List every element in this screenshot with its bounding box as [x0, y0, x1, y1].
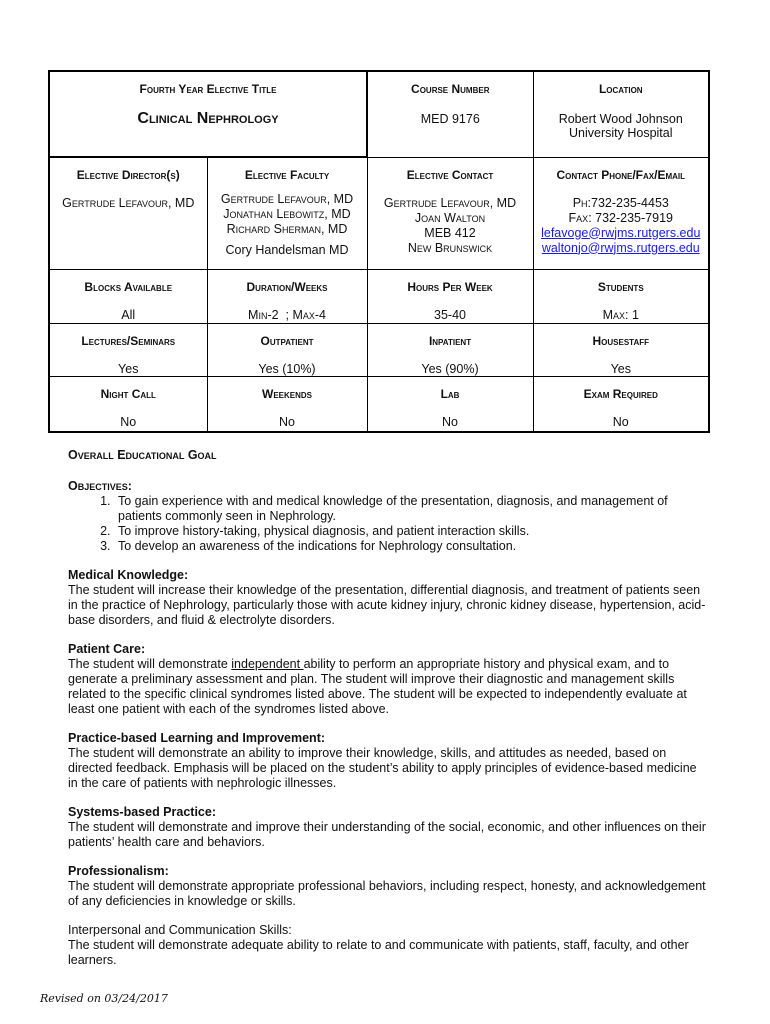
faculty-cell: [207, 157, 367, 269]
director-cell: [49, 157, 207, 269]
professionalism-heading: Professionalism:: [68, 864, 169, 878]
title-row: [49, 71, 709, 157]
faculty-name: Gertrude Lefavour, MD: [220, 192, 354, 206]
grid-row-1: [49, 269, 709, 323]
grid-cell: [207, 376, 367, 432]
patient-care-text-underlined: independent: [231, 657, 304, 671]
grid-cell: [367, 269, 533, 323]
director-name: Gertrude Lefavour, MD: [62, 196, 195, 210]
medical-knowledge-text: The student will increase their knowledge of the presentation, differential diagnosis, and treatment of patients seen in the practice of Nephrology, particularly those with acute kidney injury, chronic kidney disease, hypertension, acid-base disorders, and fluid & electrolyte disorders.: [68, 583, 706, 627]
list-item: 3. To develop an awareness of the indications for Nephrology consultation.: [114, 539, 708, 554]
grid-cell: [207, 269, 367, 323]
people-row: [49, 157, 709, 269]
location-line1: Robert Wood Johnson: [558, 112, 683, 126]
grid-cell: [207, 323, 367, 376]
grid-label: Outpatient: [260, 333, 314, 348]
contact-line: Gertrude Lefavour, MD: [383, 195, 517, 210]
grid-value: Min-2 ; Max-4: [248, 307, 326, 322]
list-item: 2. To improve history-taking, physical diagnosis, and patient interaction skills.: [114, 524, 708, 539]
medical-knowledge-heading: Medical Knowledge:: [68, 568, 189, 582]
grid-value: No: [442, 414, 458, 429]
grid-label: Blocks Available: [84, 279, 173, 294]
location-label: Location: [598, 82, 643, 96]
systems-based-heading: Systems-based Practice:: [68, 805, 216, 819]
grid-value: Yes: [118, 361, 139, 376]
communication-text: The student will demonstrate adequate ability to relate to and communicate with patients, staff, faculty, and other learners.: [68, 938, 689, 967]
patient-care-heading: Patient Care:: [68, 642, 146, 656]
elective-title-label: Fourth Year Elective Title: [139, 82, 277, 96]
elective-title-cell: [49, 71, 367, 157]
grid-value: All: [121, 307, 136, 322]
grid-label: Hours Per Week: [407, 279, 493, 294]
grid-cell: [533, 376, 709, 432]
grid-value: Max: 1: [602, 307, 639, 322]
contact-label: Elective Contact: [406, 167, 494, 182]
grid-cell: [49, 323, 207, 376]
grid-value: Yes (90%): [421, 361, 479, 376]
course-number-cell: [367, 71, 533, 157]
list-item: 1. To gain experience with and medical knowledge of the presentation, diagnosis, and management of patients commonly seen in Nephrology.: [114, 494, 708, 524]
grid-value: Yes (10%): [258, 361, 316, 376]
course-number: MED 9176: [420, 112, 480, 126]
grid-label: Lab: [440, 386, 460, 401]
grid-value: Yes: [610, 361, 631, 376]
objectives-heading: Objectives:: [68, 479, 132, 493]
objectives-list: [68, 494, 708, 554]
professionalism-text: The student will demonstrate appropriate professional behaviors, including respect, honesty, and acknowledgement of any deficiencies in knowledge or skills.: [68, 879, 706, 908]
grid-label: Night Call: [100, 386, 156, 401]
contact-line: Joan Walton: [414, 210, 486, 225]
practice-based-heading: Practice-based Learning and Improvement:: [68, 731, 326, 745]
location-line2: University Hospital: [569, 126, 673, 140]
goal-heading: Overall Educational Goal: [68, 448, 217, 462]
practice-based-text: The student will demonstrate an ability to improve their knowledge, skills, and attitudes as needed, based on directed feedback. Emphasis will be placed on the student’s ability to apply principles of evidence-based medicine in the care of patients with nephrologic illnesses.: [68, 746, 697, 790]
grid-label: Housestaff: [592, 333, 650, 348]
grid-value: No: [279, 414, 295, 429]
phone-label: Contact Phone/Fax/Email: [556, 167, 686, 182]
email-link-2[interactable]: waltonjo@rwjms.rutgers.edu: [541, 240, 700, 255]
contact-line: New Brunswick: [407, 240, 493, 255]
grid-label: Exam Required: [583, 386, 658, 401]
grid-cell: [367, 323, 533, 376]
location-cell: [533, 71, 709, 157]
patient-care-text-pre: The student will demonstrate: [68, 657, 232, 671]
director-label: Elective Director(s): [76, 168, 180, 182]
grid-label: Inpatient: [428, 333, 472, 348]
phone-cell: [533, 157, 709, 269]
phone-number: Ph:732-235-4453: [572, 195, 669, 210]
faculty-list: [208, 192, 367, 237]
systems-based-text: The student will demonstrate and improve their understanding of the social, economic, and other influences on their patients’ health care and behaviors.: [68, 820, 706, 849]
faculty-label: Elective Faculty: [244, 168, 330, 182]
grid-label: Lectures/Seminars: [81, 333, 176, 348]
grid-cell: [49, 376, 207, 432]
grid-row-3: [49, 376, 709, 432]
patient-care-text-post: ability to perform an appropriate history and physical exam, and to generate a preliminary assessment and plan. The student will improve their diagnostic and management skills related to the specific clinical syndromes listed above. The student will be expected to independently evaluate at least one patient with each of the syndromes listed above.: [68, 657, 687, 716]
grid-label: Students: [597, 279, 644, 294]
communication-heading: Interpersonal and Communication Skills:: [68, 923, 292, 937]
grid-value: 35-40: [434, 307, 466, 322]
contact-line: MEB 412: [424, 225, 476, 240]
elective-info-table: [48, 70, 710, 433]
grid-label: Duration/Weeks: [246, 279, 328, 294]
document-body: [68, 448, 708, 968]
faculty-name: Richard Sherman, MD: [226, 222, 348, 236]
grid-cell: [533, 323, 709, 376]
grid-row-2: [49, 323, 709, 376]
contact-cell: [367, 157, 533, 269]
grid-value: No: [612, 414, 629, 429]
grid-value: No: [120, 414, 137, 429]
fax-number: Fax: 732-235-7919: [568, 210, 673, 225]
faculty-name: Jonathan Lebowitz, MD: [223, 207, 351, 221]
patient-care-text: [68, 657, 708, 717]
contact-list: [368, 196, 533, 256]
grid-cell: [49, 269, 207, 323]
grid-cell: [367, 376, 533, 432]
grid-cell: [533, 269, 709, 323]
course-number-label: Course Number: [411, 82, 490, 96]
faculty-extra: Cory Handelsman MD: [225, 243, 349, 257]
email-link-1[interactable]: lefavoge@rwjms.rutgers.edu: [541, 225, 701, 240]
grid-label: Weekends: [262, 386, 313, 401]
revised-date: Revised on 03/24/2017: [40, 992, 168, 1005]
page-title: Clinical Nephrology: [137, 110, 279, 127]
